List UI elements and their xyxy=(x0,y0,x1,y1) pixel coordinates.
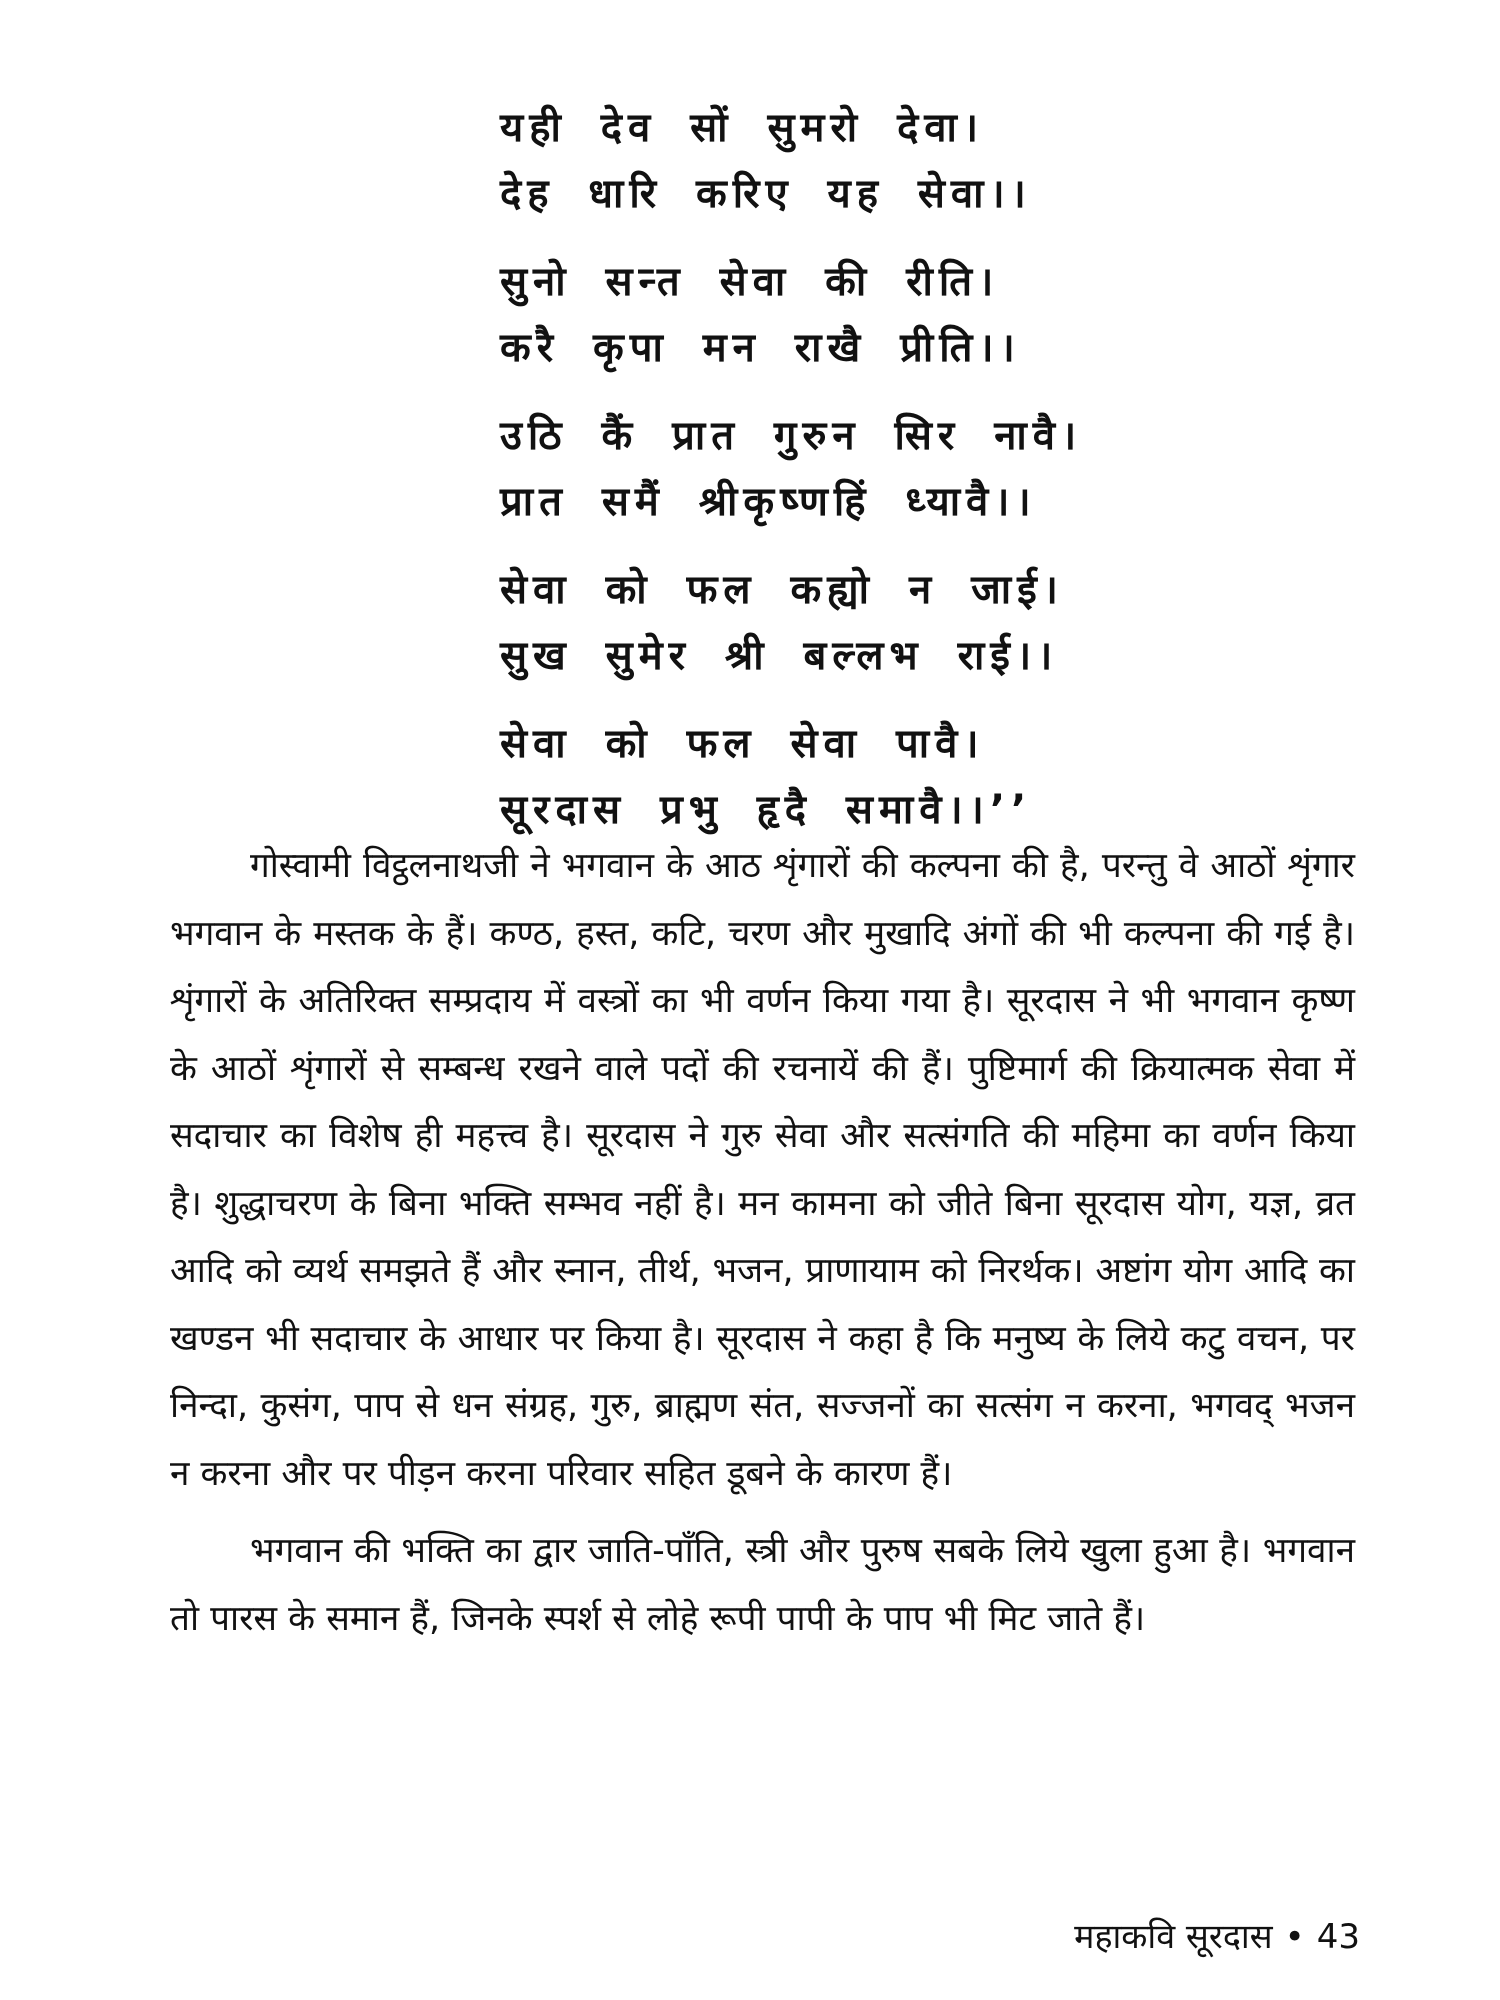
page-number: 43 xyxy=(1316,1917,1360,1957)
verse-stanza xyxy=(500,249,1200,381)
verse-line: सुख सुमेर श्री बल्लभ राई।। xyxy=(500,633,1059,679)
paragraph: गोस्वामी विट्ठलनाथजी ने भगवान के आठ शृंगारों की कल्पना की है, परन्तु वे आठों शृंगार भगवान के मस्तक के हैं। कण्ठ, हस्त, कटि, चरण और मुखादि अंगों की भी कल्पना की गई है। शृंगारों के अतिरिक्त सम्प्रदाय में वस्त्रों का भी वर्णन किया गया है। सूरदास ने भी भगवान कृष्ण के आठों शृंगारों से सम्बन्ध रखने वाले पदों की रचनायें की हैं। पुष्टिमार्ग की क्रियात्मक सेवा में सदाचार का विशेष ही महत्त्व है। सूरदास ने गुरु सेवा और सत्संगति की महिमा का वर्णन किया है। शुद्धाचरण के बिना भक्ति सम्भव नहीं है। मन कामना को जीते बिना सूरदास योग, यज्ञ, व्रत आदि को व्यर्थ समझते हैं और स्नान, तीर्थ, भजन, प्राणायाम को निरर्थक। अष्टांग योग आदि का खण्डन भी सदाचार के आधार पर किया है। सूरदास ने कहा है कि मनुष्य के लिये कटु वचन, पर निन्दा, कुसंग, पाप से धन संग्रह, गुरु, ब्राह्मण संत, सज्जनों का सत्संग न करना, भगवद् भजन न करना और पर पीड़न करना परिवार सहित डूबने के कारण हैं। xyxy=(170,846,1355,1494)
verse-line: सेवा को फल सेवा पावै। xyxy=(500,721,985,767)
separator-bullet: • xyxy=(1284,1917,1305,1957)
verse-line: उठि कैं प्रात गुरुन सिर नावै। xyxy=(500,413,1083,459)
verse-line: प्रात समैं श्रीकृष्णहिं ध्यावै।। xyxy=(500,479,1037,525)
verse-block xyxy=(500,95,1200,865)
verse-stanza xyxy=(500,557,1200,689)
verse-line: देह धारि करिए यह सेवा।। xyxy=(500,171,1032,217)
verse-stanza xyxy=(500,403,1200,535)
verse-line: सूरदास प्रभु हृदै समावै।।’’ xyxy=(500,787,1033,833)
page-footer xyxy=(1074,1915,1360,1959)
verse-line: सुनो सन्त सेवा की रीति। xyxy=(500,259,1000,305)
verse-stanza xyxy=(500,711,1200,843)
verse-line: सेवा को फल कह्यो न जाई। xyxy=(500,567,1064,613)
verse-line: यही देव सों सुमरो देवा। xyxy=(500,105,985,151)
verse-line: करै कृपा मन राखै प्रीति।। xyxy=(500,325,1021,371)
book-title: महाकवि सूरदास xyxy=(1074,1917,1273,1957)
prose-body xyxy=(170,833,1355,1663)
verse-stanza xyxy=(500,95,1200,227)
paragraph: भगवान की भक्ति का द्वार जाति-पाँति, स्त्री और पुरुष सबके लिये खुला हुआ है। भगवान तो पारस के समान हैं, जिनके स्पर्श से लोहे रूपी पापी के पाप भी मिट जाते हैं। xyxy=(170,1531,1355,1639)
